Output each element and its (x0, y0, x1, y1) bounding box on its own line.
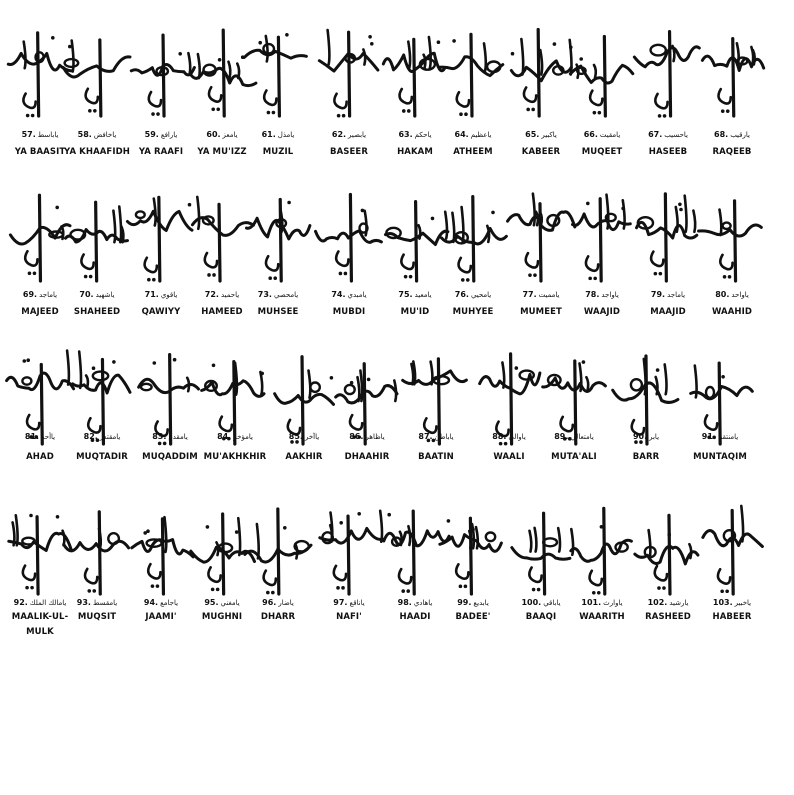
number-label: 89. (554, 432, 569, 441)
arabic-label: ياضار (278, 599, 294, 607)
number-label: 82. (83, 432, 98, 441)
number-label: 86. (349, 432, 364, 441)
transliteration-label: MUQTADIR (76, 452, 128, 462)
arabic-label: ياظاهر (365, 433, 385, 441)
arabic-label: يامقسط (92, 599, 118, 607)
name-number (680, 432, 760, 441)
transliteration-label: MUBDI (332, 307, 366, 317)
arabic-label: ياحسيب (664, 131, 688, 139)
number-label: 62. (331, 130, 347, 139)
arabic-label: يامقدم (168, 433, 188, 441)
transliteration-label: RAQEEB (712, 147, 752, 157)
arabic-label: ياماجد (667, 291, 686, 299)
number-label: 79. (650, 290, 666, 299)
transliteration-label: WAAJID (583, 307, 621, 317)
arabic-label: يارشيد (669, 599, 689, 607)
number-label: 67. (648, 130, 663, 139)
arabic-label: يامتعالي (570, 433, 594, 441)
transliteration-label: MUGHNI (201, 612, 243, 622)
name-card (238, 10, 318, 160)
number-label: 68. (714, 130, 729, 139)
name-number (238, 290, 318, 299)
transliteration-label: AAKHIR (285, 452, 323, 462)
number-label: 98. (397, 598, 412, 607)
number-label: 63. (398, 130, 413, 139)
arabic-label: يابديع (473, 599, 489, 607)
name-card (692, 490, 772, 640)
transliteration-label: MUHSEE (257, 307, 299, 317)
arabic-label: ياباقي (543, 599, 561, 607)
arabic-label: يامقتدر (99, 433, 121, 441)
number-label: 87. (418, 432, 433, 441)
number-label: 76. (454, 290, 469, 299)
transliteration-label: MUTA'ALI (551, 452, 597, 462)
transliteration-label: MAJEED (21, 307, 59, 317)
arabic-label: ياأحد (41, 433, 56, 441)
transliteration-label: WAAHID (711, 307, 753, 317)
transliteration-label: BADEE' (455, 612, 491, 622)
arabic-label: يارافع (160, 131, 178, 139)
calligraphy-image (238, 490, 318, 600)
number-label: 66. (583, 130, 598, 139)
transliteration-label: MUZIL (262, 147, 294, 157)
name-number (692, 130, 772, 139)
number-label: 97. (333, 598, 348, 607)
transliteration-label: MUMEET (520, 307, 562, 317)
arabic-label: ياباسط (37, 131, 59, 139)
name-card (692, 175, 772, 325)
transliteration-label: DHARR (260, 612, 296, 622)
calligraphy-image (238, 10, 318, 122)
arabic-label: يامنتقم (717, 433, 739, 441)
number-label: 96. (262, 598, 277, 607)
arabic-label: ياواجد (601, 291, 619, 299)
number-label: 74. (331, 290, 346, 299)
name-number (238, 130, 318, 139)
number-label: 103. (712, 598, 733, 607)
transliteration-label: BARR (632, 452, 660, 462)
number-label: 70. (79, 290, 94, 299)
name-number (534, 432, 614, 441)
transliteration-label: YA MU'IZZ (197, 147, 247, 157)
number-label: 77. (522, 290, 537, 299)
arabic-label: ياهادي (413, 599, 433, 607)
calligraphy-image (692, 10, 772, 122)
arabic-label: ياناقع (349, 599, 365, 607)
name-card (680, 335, 760, 485)
arabic-label: يامغني (220, 599, 240, 607)
number-label: 88. (492, 432, 507, 441)
number-label: 101. (581, 598, 602, 607)
arabic-label: يامقيت (599, 131, 621, 139)
number-label: 80. (715, 290, 730, 299)
number-label: 64. (454, 130, 469, 139)
number-label: 94. (143, 598, 159, 607)
transliteration-label: BASEER (330, 147, 368, 157)
transliteration-label: HAKAM (397, 147, 433, 157)
name-number (396, 432, 476, 441)
transliteration-label: YA KHAAFIDH (64, 147, 130, 157)
arabic-label: يامعز (222, 131, 238, 139)
transliteration-label: MU'ID (400, 307, 430, 317)
transliteration-label: JAAMI' (145, 612, 177, 622)
arabic-label: ياكبير (541, 131, 557, 139)
arabic-label: يابصير (348, 131, 367, 139)
number-label: 84. (217, 432, 232, 441)
arabic-label: ياآخر (304, 433, 320, 441)
transliteration-label: BAATIN (418, 452, 454, 462)
name-number (606, 432, 686, 441)
arabic-label: يابر (649, 433, 660, 441)
transliteration-label: MUNTAQIM (693, 452, 747, 462)
transliteration-label: MUHYEE (452, 307, 494, 317)
transliteration-label: MAALIK-UL-MULK (11, 612, 69, 637)
transliteration-label: MAAJID (650, 307, 686, 317)
arabic-label: يامؤخر (233, 433, 253, 441)
number-label: 95. (204, 598, 219, 607)
number-label: 92. (13, 598, 28, 607)
arabic-label: ياوارث (603, 599, 623, 607)
number-label: 90. (632, 432, 648, 441)
name-number (692, 290, 772, 299)
transliteration-label: AHAD (26, 452, 54, 462)
transliteration-label: MUQEET (581, 147, 623, 157)
number-label: 83. (152, 432, 167, 441)
arabic-label: يامميت (538, 291, 560, 299)
arabic-label: ياشهيد (95, 291, 115, 299)
transliteration-label: MUQADDIM (142, 452, 198, 462)
arabic-label: ياجامع (160, 599, 179, 607)
arabic-label: يامحيي (470, 291, 492, 299)
transliteration-label: WAARITH (579, 612, 625, 622)
transliteration-label: MU'AKHKHIR (203, 452, 267, 462)
arabic-label: يامذل (277, 131, 295, 139)
arabic-label: يامالك الملك (29, 599, 67, 607)
number-label: 99. (457, 598, 472, 607)
number-label: 58. (77, 130, 92, 139)
transliteration-label: YA RAAFI (138, 147, 184, 157)
transliteration-label: WAALI (493, 452, 525, 462)
number-label: 72. (204, 290, 219, 299)
number-label: 59. (144, 130, 159, 139)
transliteration-label: HASEEB (648, 147, 688, 157)
number-label: 69. (22, 290, 38, 299)
name-number (238, 598, 318, 607)
number-label: 57. (21, 130, 36, 139)
arabic-label: ياقوي (160, 291, 178, 299)
arabic-label: يامبدي (347, 291, 367, 299)
arabic-label: ياحميد (220, 291, 240, 299)
transliteration-label: DHAAHIR (344, 452, 390, 462)
arabic-label: ياحكم (414, 131, 432, 139)
calligraphy-image (692, 490, 772, 600)
calligraphy-image (692, 175, 772, 287)
transliteration-label: MUQSIT (77, 612, 117, 622)
number-label: 71. (144, 290, 159, 299)
number-label: 60. (206, 130, 221, 139)
name-number (195, 432, 275, 441)
transliteration-label: BAAQI (525, 612, 557, 622)
number-label: 93. (76, 598, 91, 607)
number-label: 91. (701, 432, 716, 441)
name-number (327, 432, 407, 441)
name-card (238, 175, 318, 325)
arabic-label: ياوالي (508, 433, 526, 441)
transliteration-label: YA BAASIT (14, 147, 66, 157)
number-label: 61. (261, 130, 276, 139)
transliteration-label: NAFI' (336, 612, 362, 622)
number-label: 81. (24, 432, 40, 441)
transliteration-label: ATHEEM (453, 147, 493, 157)
arabic-label: ياخافض (93, 131, 117, 139)
number-label: 100. (521, 598, 542, 607)
number-label: 75. (398, 290, 413, 299)
arabic-label: ياماجد (39, 291, 58, 299)
name-number (692, 598, 772, 607)
transliteration-label: HAMEED (201, 307, 243, 317)
arabic-label: ياخبير (734, 599, 752, 607)
arabic-label: يارقيب (730, 131, 750, 139)
arabic-label: يامعيد (414, 291, 432, 299)
arabic-label: يامحصي (273, 291, 299, 299)
transliteration-label: QAWIYY (141, 307, 181, 317)
transliteration-label: KABEER (521, 147, 561, 157)
arabic-label: ياباطن (434, 433, 454, 441)
transliteration-label: HAADI (399, 612, 431, 622)
arabic-label: ياعظيم (470, 131, 492, 139)
transliteration-label: SHAHEED (73, 307, 121, 317)
transliteration-label: HABEER (712, 612, 752, 622)
number-label: 78. (585, 290, 600, 299)
transliteration-label: RASHEED (645, 612, 691, 622)
number-label: 102. (647, 598, 668, 607)
arabic-label: ياواحد (731, 291, 749, 299)
number-label: 85. (288, 432, 303, 441)
name-card (692, 10, 772, 160)
calligraphy-image (238, 175, 318, 287)
number-label: 65. (525, 130, 540, 139)
number-label: 73. (257, 290, 272, 299)
